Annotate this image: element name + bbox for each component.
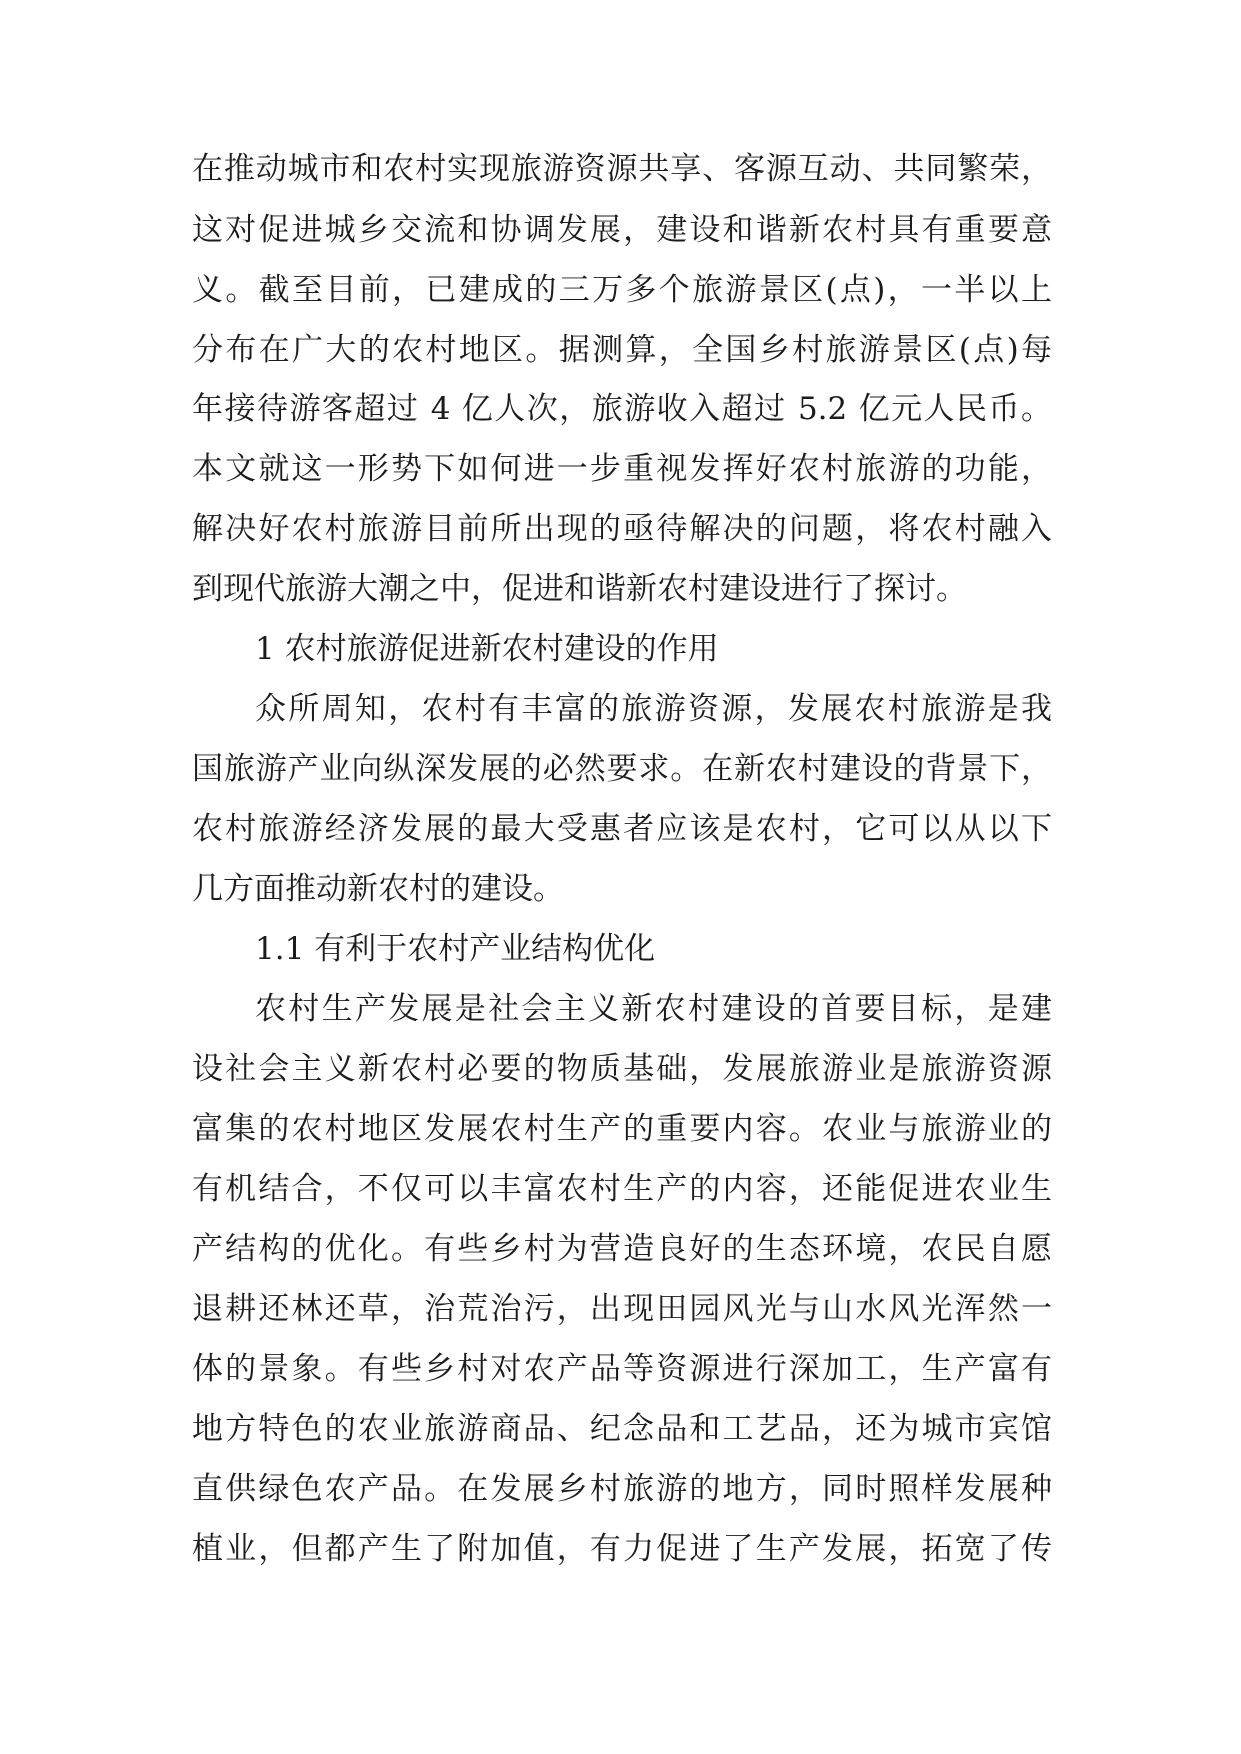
text-line: 义。截至目前，已建成的三万多个旅游景区(点)，一半以上 <box>192 272 1052 308</box>
text-line: 在推动城市和农村实现旅游资源共享、客源互动、共同繁荣， <box>192 151 1052 187</box>
subsection-heading: 1.1 有利于农村产业结构优化 <box>255 931 656 967</box>
text-line: 设社会主义新农村必要的物质基础，发展旅游业是旅游资源 <box>192 1051 1052 1087</box>
text-line: 农村旅游经济发展的最大受惠者应该是农村，它可以从以下 <box>192 811 1052 847</box>
text-line: 植业，但都产生了附加值，有力促进了生产发展，拓宽了传 <box>192 1531 1052 1567</box>
text-line: 有机结合，不仅可以丰富农村生产的内容，还能促进农业生 <box>192 1171 1052 1207</box>
text-line: 富集的农村地区发展农村生产的重要内容。农业与旅游业的 <box>192 1111 1052 1147</box>
text-line: 众所周知，农村有丰富的旅游资源，发展农村旅游是我 <box>255 691 1052 727</box>
text-line: 退耕还林还草，治荒治污，出现田园风光与山水风光浑然一 <box>192 1291 1052 1327</box>
text-line: 几方面推动新农村的建设。 <box>192 871 564 907</box>
section-heading: 1 农村旅游促进新农村建设的作用 <box>255 631 719 667</box>
text-line: 直供绿色农产品。在发展乡村旅游的地方，同时照样发展种 <box>192 1471 1052 1507</box>
text-line: 体的景象。有些乡村对农产品等资源进行深加工，生产富有 <box>192 1351 1052 1387</box>
text-line: 分布在广大的农村地区。据测算，全国乡村旅游景区(点)每 <box>192 332 1052 368</box>
text-line: 到现代旅游大潮之中，促进和谐新农村建设进行了探讨。 <box>192 571 967 607</box>
text-line: 地方特色的农业旅游商品、纪念品和工艺品，还为城市宾馆 <box>192 1411 1052 1447</box>
text-line: 产结构的优化。有些乡村为营造良好的生态环境，农民自愿 <box>192 1231 1052 1267</box>
text-line: 本文就这一形势下如何进一步重视发挥好农村旅游的功能， <box>192 451 1052 487</box>
text-line: 农村生产发展是社会主义新农村建设的首要目标，是建 <box>255 991 1052 1027</box>
text-line: 国旅游产业向纵深发展的必然要求。在新农村建设的背景下， <box>192 751 1052 787</box>
text-line: 这对促进城乡交流和协调发展，建设和谐新农村具有重要意 <box>192 212 1052 248</box>
text-line: 解决好农村旅游目前所出现的亟待解决的问题，将农村融入 <box>192 511 1052 547</box>
text-line: 年接待游客超过 4 亿人次，旅游收入超过 5.2 亿元人民币。 <box>192 391 1052 427</box>
